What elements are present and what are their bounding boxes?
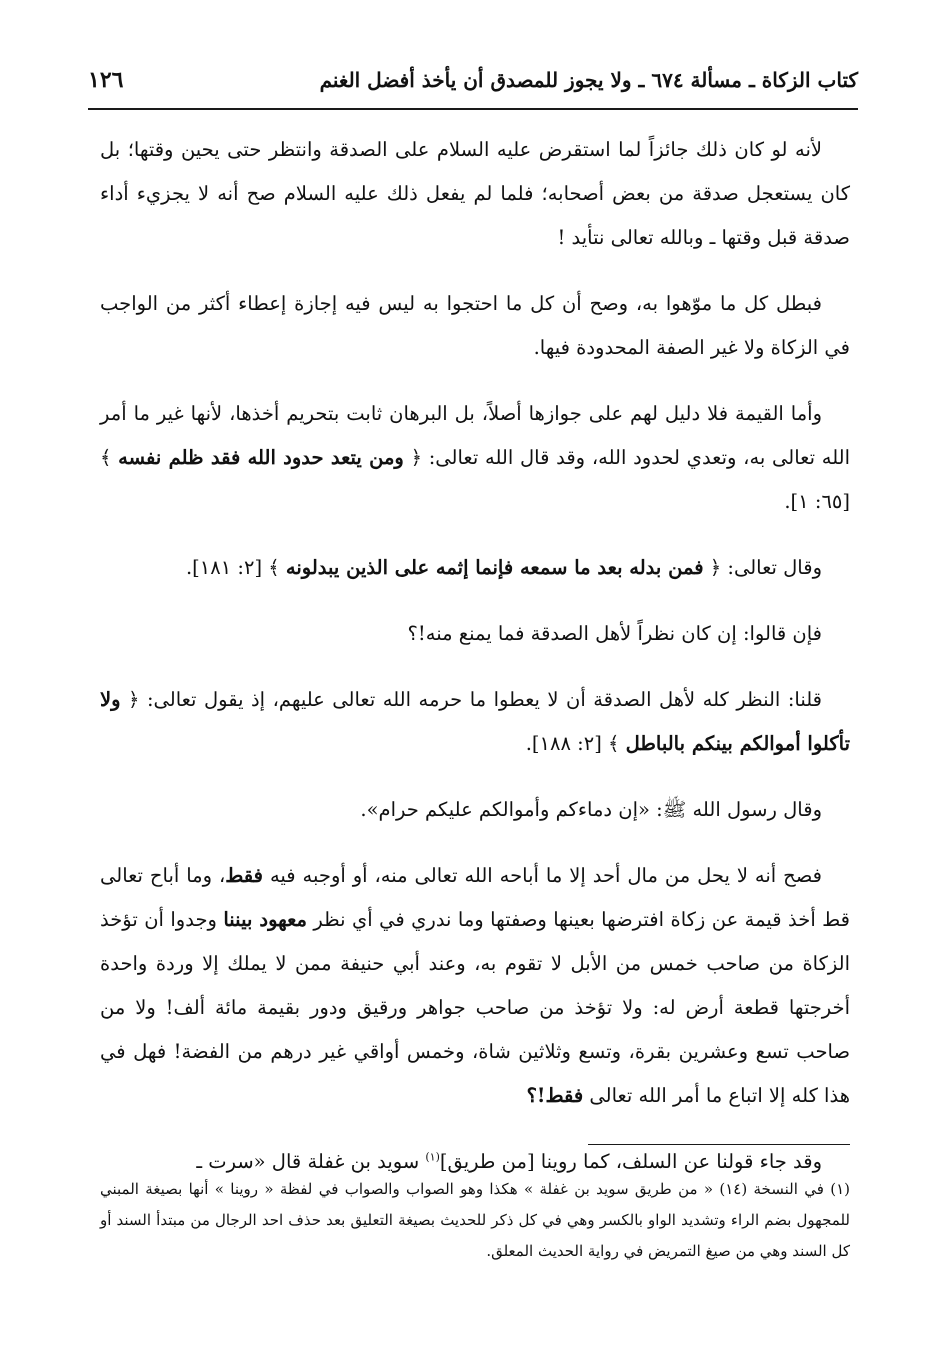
main-text (100, 128, 850, 1206)
quoted-verse: فمن بدله بعد ما سمعه فإنما إثمه على الذين يبدلونه (285, 556, 704, 579)
paragraph (100, 128, 850, 260)
text-run: فصح أنه لا يحل من مال أحد إلا ما أباحه الله تعالى منه، أو أوجبه فيه (263, 864, 822, 887)
quoted-verse: فقط!؟ (526, 1084, 584, 1107)
text-run: وقد جاء قولنا عن السلف، كما روينا [من طريق] (439, 1150, 822, 1173)
paragraph (100, 546, 850, 590)
footnote: (١) في النسخة (١٤) « من طريق سويد بن غفلة » هكذا وهو الصواب والصواب في لفظة « روينا » أنها بصيغة المبني للمجهول بضم الراء وتشديد الواو بالكسر وهي في كل ذكر للحديث بصيغة التعليق بعد حذف احد الرجال من مبتدأ السند أو كل السند وهي من صيغ التمريض في رواية الحديث المعلق. (100, 1180, 850, 1260)
paragraph (100, 392, 850, 524)
text-run: ، وما أباح تعالى قط أخذ قيمة عن زكاة افترضها بعينها وصفتها وما ندري في أي نظر (100, 864, 850, 931)
paragraph (100, 788, 850, 832)
footnote-divider (588, 1144, 850, 1145)
text-run: وقال تعالى: ﴿ (703, 556, 822, 579)
text-run: وأما القيمة فلا دليل لهم على جوازها أصلاً، بل البرهان ثابت بتحريم أخذها، لأنها غير ما أمر الله تعالى به، وتعدي لحدود الله، وقد قال الله تعالى: ﴿ (100, 402, 851, 469)
text-run: وجدوا أن تؤخذ الزكاة من صاحب خمس من الأبل لا تقوم به، وعند أبي حنيفة ممن لا يملك إلا وردة واحدة أخرجتها قطعة أرض له: ولا تؤخذ من صاحب جواهر ورقيق ودور بقيمة مائة ألف! ولا من صاحب تسع وعشرين بقرة، وتسع وثلاثين شاة، وخمس أواقي غير درهم من الفضة! فهل في هذا كله إلا اتباع ما أمر الله تعالى (100, 908, 850, 1107)
text-run: فإن قالوا: إن كان نظراً لأهل الصدقة فما يمنع منه!؟ (407, 622, 822, 645)
footnotes (100, 1174, 850, 1267)
footnote-marker: (١) (425, 1150, 440, 1164)
quoted-verse: معهود بيننا (223, 908, 307, 931)
text-run: فبطل كل ما موّهوا به، وصح أن كل ما احتجوا به ليس فيه إجازة إعطاء أكثر من الواجب في الزكاة ولا غير الصفة المحدودة فيها. (100, 292, 850, 359)
text-run: ﴾ [٦٥: ١]. (100, 446, 850, 513)
text-run: قلنا: النظر كله لأهل الصدقة أن لا يعطوا ما حرمه الله تعالى عليهم، إذ يقول تعالى: ﴿ (120, 688, 822, 711)
text-run: لأنه لو كان ذلك جائزاً لما استقرض عليه السلام على الصدقة وانتظر حتى يحين وقتها؛ بل كان يستعجل صدقة من بعض أصحابه؛ فلما لم يفعل ذلك عليه السلام صح أنه لا يجزيء أداء صدقة قبل وقتها ـ وبالله تعالى نتأيد ! (100, 138, 850, 249)
text-run: ﴾ [٢: ١٨١]. (185, 556, 286, 579)
text-run: سويد بن غفلة قال «سرت ـ (196, 1150, 426, 1173)
quoted-verse: ولا تأكلوا أموالكم بينكم بالباطل (100, 688, 850, 755)
quoted-verse: ومن يتعد حدود الله فقد ظلم نفسه (118, 446, 404, 469)
running-header (88, 52, 858, 110)
quoted-verse: فقط (225, 864, 263, 887)
paragraph (100, 612, 850, 656)
paragraph (100, 282, 850, 370)
text-run: وقال رسول الله ﷺ: «إن دماءكم وأموالكم عليكم حرام». (360, 798, 822, 821)
paragraph (100, 854, 850, 1118)
text-run: ﴾ [٢: ١٨٨]. (525, 732, 626, 755)
paragraph (100, 678, 850, 766)
chapter-title: كتاب الزكاة ـ مسألة ٦٧٤ ـ ولا يجوز للمصدق أن يأخذ أفضل الغنم (319, 68, 858, 92)
page-number: ١٢٦ (88, 67, 124, 93)
